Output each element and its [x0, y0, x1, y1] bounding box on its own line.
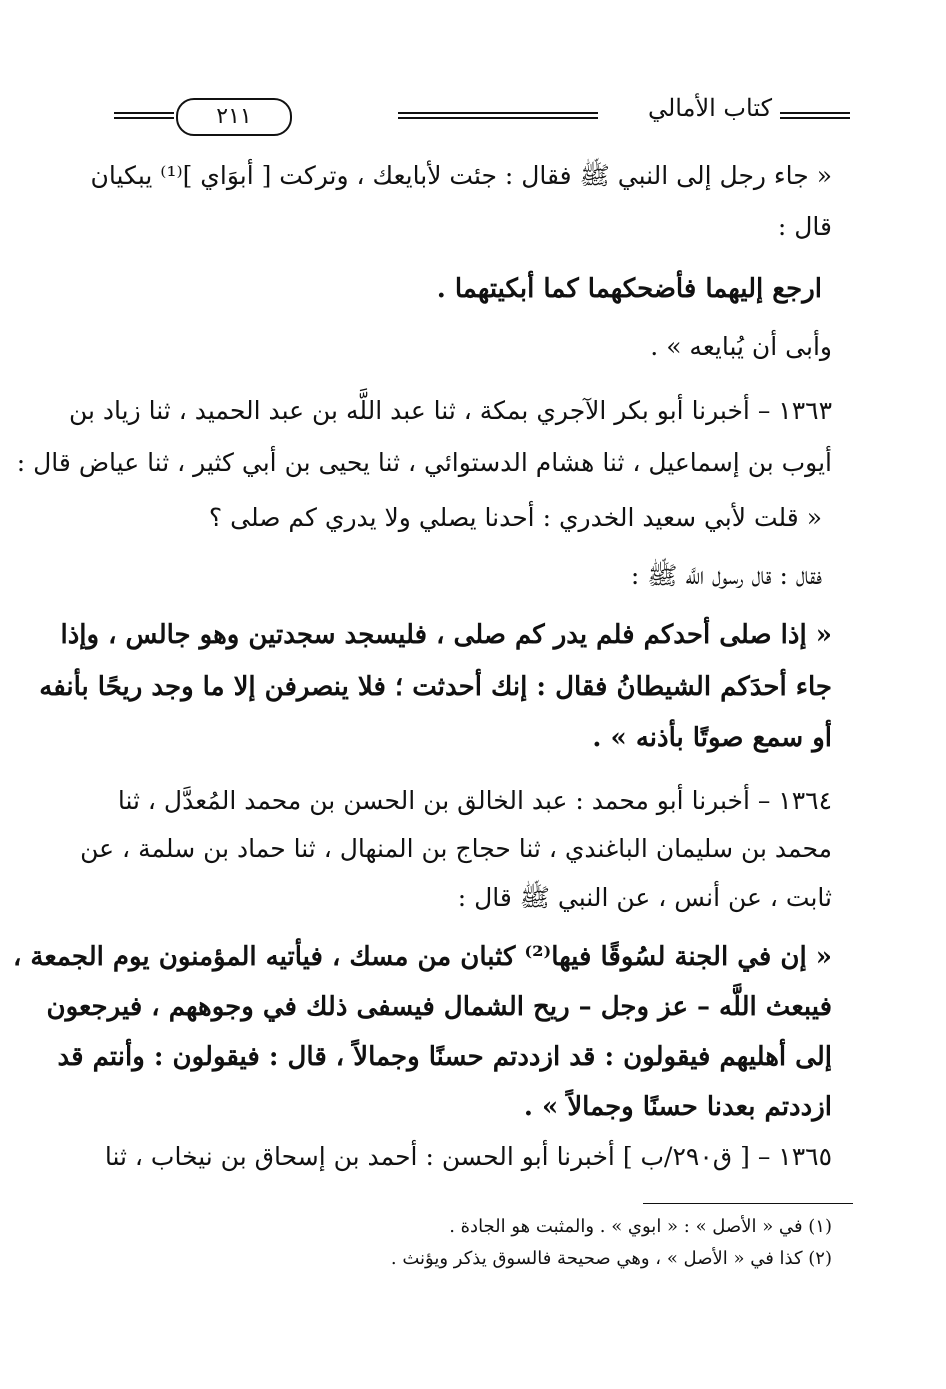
book-title: كتاب الأمالي [647, 94, 772, 122]
footnote-1: (١) في « الأصل » : « ابوي » . والمثبت هو الجادة . [449, 1216, 832, 1237]
narration-line: ١٣٦٣ – أخبرنا أبو بكر الآجري بمكة ، ثنا عبد اللَّه بن عبد الحميد ، ثنا زياد بن [68, 396, 832, 425]
footnote-2: (٢) كذا في « الأصل » ، وهي صحيحة فالسوق يذكر ويؤنث . [390, 1248, 832, 1269]
header-rule-left [114, 112, 174, 119]
narration-line: محمد بن سليمان الباغندي ، ثنا حجاج بن المنهال ، ثنا حماد بن سلمة ، عن [80, 834, 832, 863]
narration-line: أيوب بن إسماعيل ، ثنا هشام الدستوائي ، ثنا يحيى بن أبي كثير ، ثنا عياض قال : [16, 448, 832, 477]
hadith-text-line: ارجع إليهما فأضحكهما كما أبكيتهما . [436, 274, 822, 304]
narration-line: ١٣٦٥ – [ ق٢٩٠/ب ] أخبرنا أبو الحسن : أحمد بن إسحاق بن نيخاب ، ثنا [104, 1142, 832, 1171]
hadith-text-line: « إذا صلى أحدكم فلم يدر كم صلى ، فليسجد سجدتين وهو جالس ، وإذا [60, 620, 832, 650]
text-line: قال : [777, 212, 832, 241]
footnote-separator [643, 1203, 853, 1204]
page-number: ٢١١ [176, 98, 292, 136]
hadith-text-line: جاء أحدَكم الشيطانُ فقال : إنك أحدثت ؛ فلا ينصرفن إلا ما وجد ريحًا بأنفه [39, 672, 832, 702]
text-line: وأبى أن يُبايعه » . [650, 332, 832, 361]
hadith-text-line: أو سمع صوتًا بأذنه » . [592, 723, 832, 753]
header-rule-right [780, 112, 850, 119]
hadith-text-line: إلى أهليهم فيقولون : قد ازددتم حسنًا وجمالاً ، قال : فيقولون : وأنتم قد [57, 1042, 832, 1072]
hadith-text-line: ازددتم بعدنا حسنًا وجمالاً » . [523, 1092, 832, 1122]
hadith-text-line: « إن في الجنة لسُوقًا فيها⁽²⁾ كثبان من مسك ، فيأتيه المؤمنون يوم الجمعة ، [12, 942, 832, 972]
narration-line: ثابت ، عن أنس ، عن النبي ﷺ قال : [457, 883, 832, 912]
narration-line: ١٣٦٤ – أخبرنا أبو محمد : عبد الخالق بن الحسن بن محمد المُعدَّل ، ثنا [117, 786, 832, 815]
hadith-text-line: فيبعث اللَّه – عز وجل – ريح الشمال فيسفى ذلك في وجوههم ، فيرجعون [46, 992, 832, 1022]
text-line: « قلت لأبي سعيد الخدري : أحدنا يصلي ولا يدري كم صلى ؟ [208, 503, 822, 532]
text-line: فقال : قال رسول اللَّه ﷺ : [630, 561, 822, 590]
running-header [114, 92, 850, 140]
header-rule-middle [398, 112, 598, 119]
text-line: « جاء رجل إلى النبي ﷺ فقال : جئت لأبايعك ، وتركت [ أبوَاي ]⁽¹⁾ يبكيان [90, 161, 832, 190]
